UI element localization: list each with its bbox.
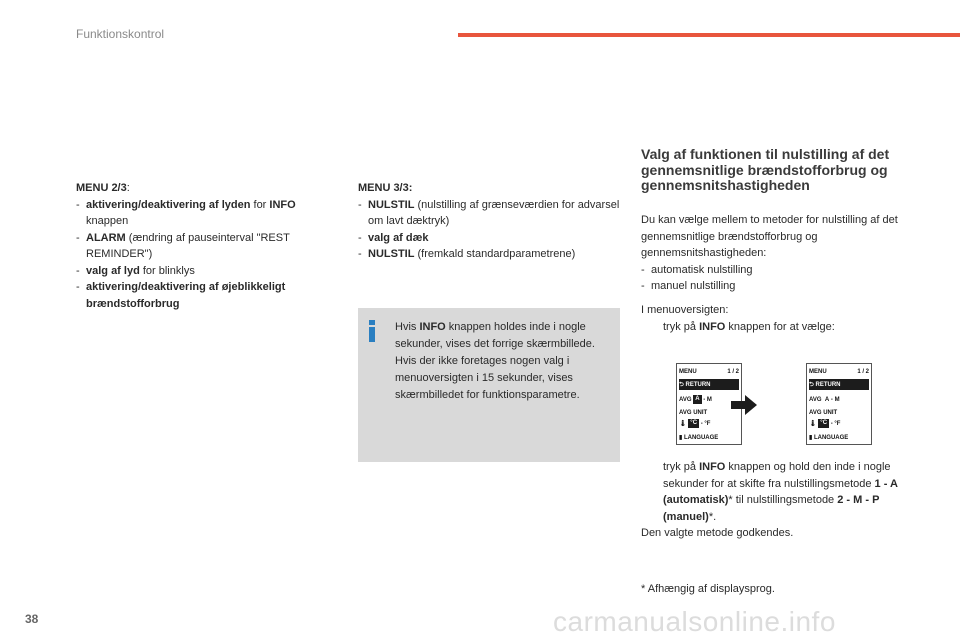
menu-2-column xyxy=(76,180,338,312)
section-heading: Valg af funktionen til nulstilling af det gennemsnitlige brændstofforbrug og gennemsnitshastigheden xyxy=(641,146,890,193)
info-note-text xyxy=(395,319,615,404)
display-screen-after: MENU 1 / 2 ⮌ RETURN AVG A - M AVG UNIT 🌡 °C - °F ▮ LANGUAGE xyxy=(806,363,872,445)
info-note-paragraph: Hvis INFO knappen holdes inde i nogle sekunder, vises det forrige skærmbillede. xyxy=(395,321,595,350)
step-item: tryk på INFO knappen for at vælge: xyxy=(641,319,903,336)
list-item: - NULSTIL (nulstilling af grænseværdien for advarsel om lavt dæktryk) xyxy=(358,198,620,227)
menu-intro: I menuoversigten: xyxy=(641,304,729,316)
menu-3-column xyxy=(358,180,622,263)
section-title: Funktionskontrol xyxy=(76,27,165,41)
list-item: - manuel nulstilling xyxy=(641,280,736,292)
flag-icon: ▮ xyxy=(809,435,814,441)
step-item: tryk på INFO knappen og hold den inde i nogle sekunder for at skifte fra nulstillingsmetode 1 - A (automatisk)* til nulstillingsmetode 2 - M - P (manuel)*. xyxy=(641,459,903,525)
thermometer-icon: 🌡 xyxy=(809,421,817,427)
step-bullet-icon xyxy=(641,459,663,525)
right-arrow-icon xyxy=(731,395,757,415)
intro-text: Du kan vælge mellem to metoder for nulstilling af det gennemsnitlige brændstofforbrug og gennemsnitshastigheden: xyxy=(641,214,898,259)
list-item: - aktivering/deaktivering af lyden for INFO knappen xyxy=(76,198,296,227)
watermark: carmanualsonline.info xyxy=(553,606,836,637)
thermometer-icon: 🌡 xyxy=(679,421,687,427)
menu-2-heading: MENU 2/3: xyxy=(76,182,130,194)
return-icon: ⮌ xyxy=(679,381,686,388)
list-item: - automatisk nulstilling xyxy=(641,263,753,276)
list-item: - NULSTIL (fremkald standardparametrene) xyxy=(358,248,576,260)
return-icon: ⮌ xyxy=(809,381,816,388)
info-note-paragraph: Hvis der ikke foretages nogen valg i menuoversigten i 15 sekunder, vises skærmbilledet for funktionsparametre. xyxy=(395,355,580,401)
menu-intro-block xyxy=(641,302,903,335)
page-number: 38 xyxy=(25,612,39,626)
list-item: - valg af lyd for blinklys xyxy=(76,264,195,277)
menu-3-heading: MENU 3/3: xyxy=(358,182,413,194)
list-item: - valg af dæk xyxy=(358,231,429,244)
confirm-text: Den valgte metode godkendes. xyxy=(641,527,794,539)
info-note-box xyxy=(358,308,620,462)
step-2-block xyxy=(641,459,903,542)
info-icon xyxy=(366,320,378,342)
flag-icon: ▮ xyxy=(679,435,684,441)
intro-block xyxy=(641,212,903,295)
header-accent-bar xyxy=(458,33,960,37)
list-item: - aktivering/deaktivering af øjeblikkeligt brændstofforbrug xyxy=(76,281,286,310)
step-bullet-icon xyxy=(641,319,663,336)
display-screen-before: MENU 1 / 2 ⮌ RETURN AVG A - M AVG UNIT 🌡 °C - °F ▮ LANGUAGE xyxy=(676,363,742,445)
footnote: * Afhængig af displaysprog. xyxy=(641,583,775,595)
list-item: - ALARM (ændring af pauseinterval "REST REMINDER") xyxy=(76,231,290,260)
